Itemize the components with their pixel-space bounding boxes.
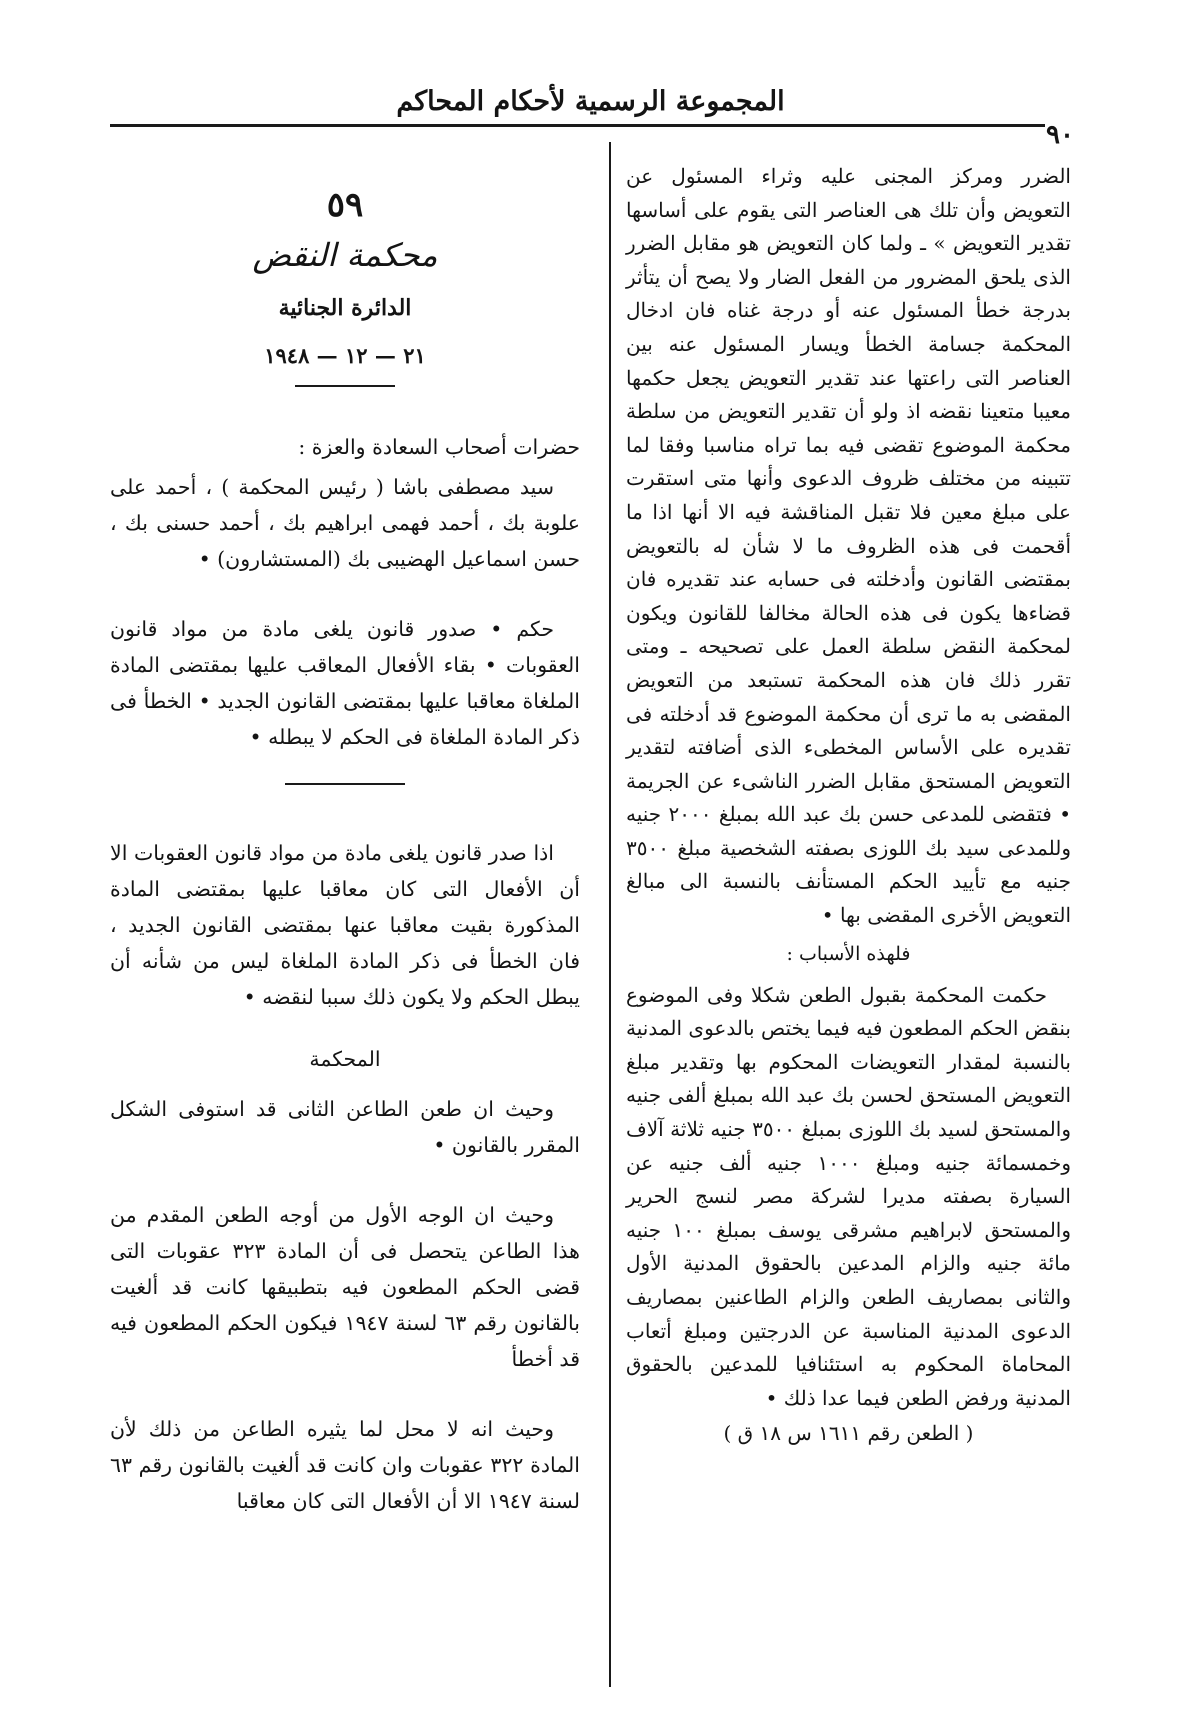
left-column (110, 185, 580, 1519)
presence-title: حضرات أصحاب السعادة والعزة : (298, 435, 580, 459)
judgment-date: ٢١ — ١٢ — ١٩٤٨ (264, 343, 426, 368)
case-number: ٥٩ (326, 185, 364, 225)
separator-rule (285, 783, 405, 785)
court-name: محكمة النقض (252, 236, 438, 274)
left-paragraph-1: وحيث ان طعن الطاعن الثانى قد استوفى الشكل المقرر بالقانون • (110, 1097, 580, 1157)
judges-list: سيد مصطفى باشا ( رئيس المحكمة ) ، أحمد على علوبة بك ، أحمد فهمى ابراهيم بك ، أحمد حسنى بك ، حسن اسماعيل الهضيبى بك (المستشارون) • (110, 475, 580, 571)
page-number: ٩٠ (1046, 120, 1074, 150)
legal-principle: اذا صدر قانون يلغى مادة من مواد قانون العقوبات الا أن الأفعال التى كان معاقبا عليها بمقتضى المادة المذكورة بقيت معاقبا عنها بمقتضى القانون الجديد ، فان الخطأ فى ذكر المادة الملغاة ليس من شأنه أن يبطل الحكم ولا يكون ذلك سببا لنقضه • (110, 841, 580, 1009)
headnote: حكم • صدور قانون يلغى مادة من مواد قانون العقوبات • بقاء الأفعال المعاقب عليها بمقتضى المادة الملغاة معاقبا عليها بمقتضى القانون الجديد • الخطأ فى ذكر المادة الملغاة فى الحكم لا يبطله • (110, 617, 580, 749)
left-paragraph-3: وحيث انه لا محل لما يثيره الطاعن من ذلك لأن المادة ٣٢٢ عقوبات وان كانت قد ألغيت بالقانون رقم ٦٣ لسنة ١٩٤٧ الا أن الأفعال التى كان معاقبا (110, 1417, 580, 1513)
right-paragraph-continuation: الضرر ومركز المجنى عليه وثراء المسئول عن التعويض وأن تلك هى العناصر التى يقوم على أساسها تقدير التعويض » ـ ولما كان التعويض هو مقابل الضرر الذى يلحق المضرور من الفعل الضار ولا يصح أن يتأثر بدرجة خطأ المسئول عنه أو درجة غناه فان ادخال المحكمة جسامة الخطأ ويسار المسئول عنه بين العناصر التى راعتها عند تقدير التعويض يجعل حكمها معيبا متعينا نقضه اذ ولو أن تقدير التعويض من سلطة محكمة الموضوع تقضى فيه بما تراه مناسبا وفقا لما تتبينه من مختلف ظروف الدعوى وأنها متى استقرت على مبلغ معين فلا تقبل المناقشة فيه الا أنها اذا ما أقحمت فى هذه الظروف ما لا شأن له بالتعويض بمقتضى القانون وأدخلته فى حسابه عند تقديره فان قضاءها يكون فى هذه الحالة مخالفا للقانون ويكون لمحكمة النقض سلطة العمل على تصحيحه ـ ومتى تقرر ذلك فان هذه المحكمة تستبعد من التعويض المقضى به ما ترى أن محكمة الموضوع قد أدخلته فى تقديره على الأساس المخطىء الذى أضافته لتقدير التعويض المستحق مقابل الضرر الناشىء عن الجريمة • فتقضى للمدعى حسن بك عبد الله بمبلغ ٢٠٠٠ جنيه وللمدعى سيد بك اللوزى بصفته الشخصية مبلغ ٣٥٠٠ جنيه مع تأييد الحكم المستأنف بالنسبة الى مبالغ التعويض الأخرى المقضى بها • (626, 164, 1071, 928)
left-paragraph-2: وحيث ان الوجه الأول من أوجه الطعن المقدم من هذا الطاعن يتحصل فى أن المادة ٣٢٣ عقوبات التى قضى الحكم المطعون فيه بتطبيقها كانت قد ألغيت بالقانون رقم ٦٣ لسنة ١٩٤٧ فيكون الحكم المطعون فيه قد أخطأ (110, 1203, 581, 1371)
court-heading: المحكمة (309, 1047, 381, 1071)
circuit-name: الدائرة الجنائية (278, 295, 412, 321)
separator-rule (295, 385, 395, 387)
header-rule (110, 124, 1045, 127)
right-paragraph-ruling: حكمت المحكمة بقبول الطعن شكلا وفى الموضوع بنقض الحكم المطعون فيه فيما يختص بالدعوى المدنية بالنسبة لمقدار التعويضات المحكوم بها وتقدير مبلغ التعويض المستحق لحسن بك عبد الله بمبلغ ألفى جنيه والمستحق لسيد بك اللوزى بمبلغ ٣٥٠٠ جنيه ثلاثة آلاف وخمسمائة جنيه ومبلغ ١٠٠٠ جنيه ألف جنيه عن السيارة بصفته مديرا لشركة مصر لنسج الحرير والمستحق لابراهيم مشرقى يوسف بمبلغ ١٠٠ جنيه مائة جنيه والزام المدعين بالحقوق المدنية الأول والثانى بمصاريف الطعن والزام الطاعنين بمصاريف الدعوى المدنية المناسبة عن الدرجتين ومبلغ أتعاب المحاماة المحكوم به استئنافيا للمدعين بالحقوق المدنية ورفض الطعن فيما عدا ذلك • (626, 982, 1071, 1410)
right-column (626, 160, 1071, 1451)
running-header-title: المجموعة الرسمية لأحكام المحاكم (396, 86, 785, 117)
appeal-citation: ( الطعن رقم ١٦١١ س ١٨ ق ) (723, 1421, 974, 1446)
reasons-heading: فلهذه الأسباب : (786, 942, 911, 965)
column-divider (609, 142, 611, 1687)
